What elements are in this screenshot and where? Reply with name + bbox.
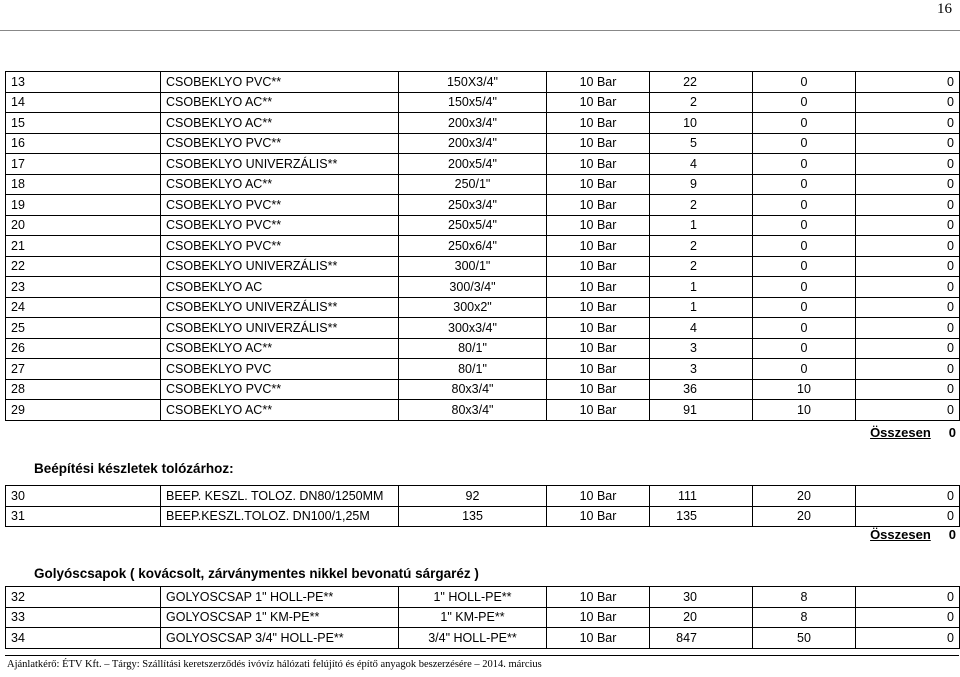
section-title-install-kits: Beépítési készletek tolózárhoz:	[34, 461, 234, 476]
table-row	[6, 277, 960, 298]
cell-size: 80x3/4"	[399, 379, 547, 400]
cell-row-number: 28	[6, 379, 161, 400]
cell-row-number: 25	[6, 318, 161, 339]
cell-size: 135	[399, 506, 547, 527]
table-row	[6, 486, 960, 507]
cell-col-6: 0	[753, 297, 856, 318]
page-footer: Ajánlatkérő: ÉTV Kft. – Tárgy: Szállítási keretszerződés ivóvíz hálózati felújító és építő anyagok beszerzésére – 2014. március	[7, 659, 542, 670]
cell-col-6: 0	[753, 236, 856, 257]
cell-col-6: 8	[753, 607, 856, 628]
cell-row-number: 27	[6, 359, 161, 380]
cell-col-6: 50	[753, 628, 856, 649]
table-row	[6, 379, 960, 400]
cell-size: 200x3/4"	[399, 113, 547, 134]
cell-row-number: 17	[6, 154, 161, 175]
total-value: 0	[948, 527, 956, 542]
cell-pressure: 10 Bar	[547, 113, 650, 134]
cell-quantity: 2	[650, 92, 753, 113]
cell-row-number: 18	[6, 174, 161, 195]
cell-pressure: 10 Bar	[547, 607, 650, 628]
cell-col-6: 0	[753, 72, 856, 93]
cell-row-number: 22	[6, 256, 161, 277]
cell-col-7: 0	[856, 256, 960, 277]
cell-col-7: 0	[856, 359, 960, 380]
cell-product-name: CSOBEKLYO PVC**	[161, 72, 399, 93]
cell-product-name: GOLYOSCSAP 1" HOLL-PE**	[161, 587, 399, 608]
cell-quantity: 9	[650, 174, 753, 195]
table-row	[6, 318, 960, 339]
cell-product-name: CSOBEKLYO UNIVERZÁLIS**	[161, 318, 399, 339]
cell-col-7: 0	[856, 338, 960, 359]
cell-quantity: 1	[650, 297, 753, 318]
cell-product-name: CSOBEKLYO PVC	[161, 359, 399, 380]
table-row	[6, 92, 960, 113]
table-row	[6, 133, 960, 154]
cell-size: 250/1"	[399, 174, 547, 195]
cell-pressure: 10 Bar	[547, 256, 650, 277]
cell-col-7: 0	[856, 587, 960, 608]
table-row	[6, 174, 960, 195]
cell-col-7: 0	[856, 277, 960, 298]
cell-pressure: 10 Bar	[547, 587, 650, 608]
cell-pressure: 10 Bar	[547, 215, 650, 236]
cell-row-number: 21	[6, 236, 161, 257]
cell-col-7: 0	[856, 236, 960, 257]
cell-col-6: 10	[753, 379, 856, 400]
cell-product-name: CSOBEKLYO AC**	[161, 400, 399, 421]
table-row	[6, 215, 960, 236]
cell-col-6: 0	[753, 215, 856, 236]
cell-row-number: 26	[6, 338, 161, 359]
total-value: 0	[948, 425, 956, 440]
cell-product-name: CSOBEKLYO UNIVERZÁLIS**	[161, 154, 399, 175]
table-row	[6, 587, 960, 608]
table-row	[6, 607, 960, 628]
table-row	[6, 359, 960, 380]
section-title-ball-valves: Golyóscsapok ( kovácsolt, zárványmentes nikkel bevonatú sárgaréz )	[34, 566, 479, 581]
cell-col-7: 0	[856, 506, 960, 527]
cell-pressure: 10 Bar	[547, 628, 650, 649]
table-row	[6, 154, 960, 175]
cell-product-name: CSOBEKLYO AC**	[161, 338, 399, 359]
total-row-2	[870, 527, 956, 542]
cell-col-6: 0	[753, 277, 856, 298]
cell-pressure: 10 Bar	[547, 486, 650, 507]
cell-col-6: 0	[753, 174, 856, 195]
cell-col-6: 0	[753, 113, 856, 134]
cell-col-7: 0	[856, 215, 960, 236]
table-row	[6, 400, 960, 421]
cell-product-name: CSOBEKLYO PVC**	[161, 215, 399, 236]
cell-pressure: 10 Bar	[547, 174, 650, 195]
cell-pressure: 10 Bar	[547, 400, 650, 421]
table-row	[6, 195, 960, 216]
cell-pressure: 10 Bar	[547, 318, 650, 339]
table-row	[6, 338, 960, 359]
table-row	[6, 72, 960, 93]
cell-size: 300x2"	[399, 297, 547, 318]
cell-quantity: 22	[650, 72, 753, 93]
cell-col-7: 0	[856, 133, 960, 154]
cell-row-number: 15	[6, 113, 161, 134]
footer-divider	[5, 655, 959, 656]
table-row	[6, 236, 960, 257]
cell-product-name: CSOBEKLYO PVC**	[161, 133, 399, 154]
cell-product-name: CSOBEKLYO AC**	[161, 113, 399, 134]
cell-col-7: 0	[856, 297, 960, 318]
cell-quantity: 3	[650, 359, 753, 380]
cell-row-number: 19	[6, 195, 161, 216]
table-row	[6, 506, 960, 527]
cell-product-name: CSOBEKLYO PVC**	[161, 236, 399, 257]
cell-size: 1" HOLL-PE**	[399, 587, 547, 608]
cell-quantity: 2	[650, 256, 753, 277]
fittings-table	[5, 71, 960, 421]
cell-row-number: 20	[6, 215, 161, 236]
cell-size: 150X3/4"	[399, 72, 547, 93]
cell-pressure: 10 Bar	[547, 506, 650, 527]
cell-quantity: 2	[650, 195, 753, 216]
cell-col-6: 10	[753, 400, 856, 421]
cell-col-7: 0	[856, 607, 960, 628]
cell-pressure: 10 Bar	[547, 379, 650, 400]
total-label: Összesen	[870, 425, 931, 440]
cell-col-7: 0	[856, 72, 960, 93]
cell-quantity: 20	[650, 607, 753, 628]
cell-quantity: 5	[650, 133, 753, 154]
cell-row-number: 16	[6, 133, 161, 154]
ball-valves-table	[5, 586, 960, 649]
header-divider	[0, 30, 960, 31]
cell-size: 80x3/4"	[399, 400, 547, 421]
total-label: Összesen	[870, 527, 931, 542]
cell-row-number: 31	[6, 506, 161, 527]
total-row-1	[870, 425, 956, 440]
cell-row-number: 32	[6, 587, 161, 608]
cell-product-name: GOLYOSCSAP 3/4" HOLL-PE**	[161, 628, 399, 649]
cell-size: 200x3/4"	[399, 133, 547, 154]
cell-row-number: 29	[6, 400, 161, 421]
cell-quantity: 10	[650, 113, 753, 134]
cell-col-7: 0	[856, 195, 960, 216]
cell-col-7: 0	[856, 400, 960, 421]
table-row	[6, 113, 960, 134]
cell-size: 200x5/4"	[399, 154, 547, 175]
cell-quantity: 91	[650, 400, 753, 421]
cell-col-6: 0	[753, 133, 856, 154]
cell-size: 80/1"	[399, 359, 547, 380]
cell-product-name: CSOBEKLYO AC**	[161, 92, 399, 113]
cell-pressure: 10 Bar	[547, 154, 650, 175]
cell-size: 250x3/4"	[399, 195, 547, 216]
cell-col-7: 0	[856, 154, 960, 175]
table-row	[6, 628, 960, 649]
cell-product-name: BEEP. KESZL. TOLOZ. DN80/1250MM	[161, 486, 399, 507]
cell-quantity: 2	[650, 236, 753, 257]
cell-col-7: 0	[856, 174, 960, 195]
cell-product-name: CSOBEKLYO PVC**	[161, 195, 399, 216]
cell-quantity: 4	[650, 154, 753, 175]
cell-col-6: 0	[753, 338, 856, 359]
cell-pressure: 10 Bar	[547, 359, 650, 380]
cell-row-number: 24	[6, 297, 161, 318]
table-row	[6, 297, 960, 318]
cell-col-6: 0	[753, 359, 856, 380]
cell-col-6: 20	[753, 486, 856, 507]
cell-col-7: 0	[856, 486, 960, 507]
table-row	[6, 256, 960, 277]
cell-col-7: 0	[856, 113, 960, 134]
cell-col-7: 0	[856, 92, 960, 113]
cell-row-number: 23	[6, 277, 161, 298]
cell-quantity: 1	[650, 215, 753, 236]
cell-quantity: 111	[650, 486, 753, 507]
cell-row-number: 14	[6, 92, 161, 113]
cell-col-6: 0	[753, 256, 856, 277]
install-kits-table	[5, 485, 960, 527]
cell-row-number: 13	[6, 72, 161, 93]
cell-col-6: 8	[753, 587, 856, 608]
cell-row-number: 34	[6, 628, 161, 649]
cell-quantity: 847	[650, 628, 753, 649]
cell-size: 3/4" HOLL-PE**	[399, 628, 547, 649]
cell-quantity: 135	[650, 506, 753, 527]
cell-col-7: 0	[856, 318, 960, 339]
cell-product-name: BEEP.KESZL.TOLOZ. DN100/1,25M	[161, 506, 399, 527]
cell-product-name: GOLYOSCSAP 1" KM-PE**	[161, 607, 399, 628]
cell-size: 150x5/4"	[399, 92, 547, 113]
cell-pressure: 10 Bar	[547, 236, 650, 257]
cell-size: 300/3/4"	[399, 277, 547, 298]
cell-quantity: 30	[650, 587, 753, 608]
cell-col-6: 20	[753, 506, 856, 527]
cell-pressure: 10 Bar	[547, 195, 650, 216]
cell-quantity: 4	[650, 318, 753, 339]
cell-pressure: 10 Bar	[547, 277, 650, 298]
page-number: 16	[937, 1, 952, 17]
cell-col-7: 0	[856, 628, 960, 649]
cell-size: 80/1"	[399, 338, 547, 359]
cell-product-name: CSOBEKLYO PVC**	[161, 379, 399, 400]
cell-pressure: 10 Bar	[547, 338, 650, 359]
cell-pressure: 10 Bar	[547, 297, 650, 318]
cell-size: 92	[399, 486, 547, 507]
cell-col-6: 0	[753, 154, 856, 175]
cell-product-name: CSOBEKLYO UNIVERZÁLIS**	[161, 256, 399, 277]
cell-pressure: 10 Bar	[547, 72, 650, 93]
cell-row-number: 30	[6, 486, 161, 507]
cell-quantity: 36	[650, 379, 753, 400]
cell-quantity: 1	[650, 277, 753, 298]
cell-size: 300/1"	[399, 256, 547, 277]
cell-size: 300x3/4"	[399, 318, 547, 339]
cell-pressure: 10 Bar	[547, 133, 650, 154]
cell-size: 250x5/4"	[399, 215, 547, 236]
cell-col-6: 0	[753, 92, 856, 113]
cell-row-number: 33	[6, 607, 161, 628]
cell-size: 1" KM-PE**	[399, 607, 547, 628]
cell-col-7: 0	[856, 379, 960, 400]
cell-product-name: CSOBEKLYO AC**	[161, 174, 399, 195]
cell-quantity: 3	[650, 338, 753, 359]
cell-pressure: 10 Bar	[547, 92, 650, 113]
cell-product-name: CSOBEKLYO UNIVERZÁLIS**	[161, 297, 399, 318]
cell-col-6: 0	[753, 318, 856, 339]
cell-size: 250x6/4"	[399, 236, 547, 257]
cell-col-6: 0	[753, 195, 856, 216]
cell-product-name: CSOBEKLYO AC	[161, 277, 399, 298]
